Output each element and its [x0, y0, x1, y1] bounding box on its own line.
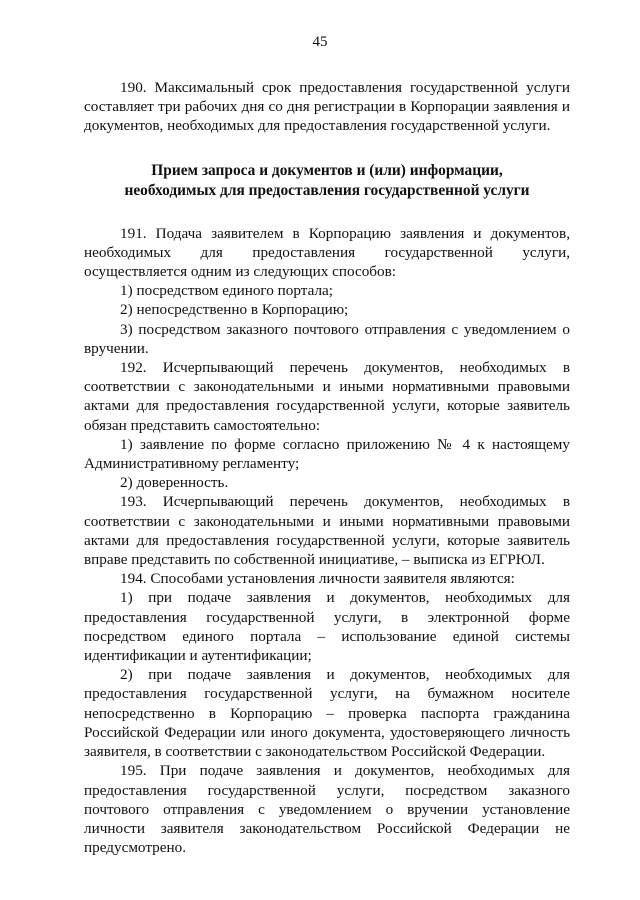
- section-heading: [84, 161, 570, 201]
- paragraph-194: 194. Способами установления личности заявителя являются:: [120, 570, 515, 588]
- section-heading-line-2: необходимых для предоставления государственной услуги: [124, 181, 530, 199]
- section-heading-line-1: Прием запроса и документов и (или) информации,: [151, 161, 503, 179]
- list-item-194-2: 2) при подаче заявления и документов, необходимых для предоставления государственной услуги, на бумажном носителе непосредственно в Корпорацию – проверка паспорта гражданина Российской Федерации или иного документа, удостоверяющего личность заявителя, в соответствии с законодательством Российской Федерации.: [84, 666, 570, 761]
- list-item-192-1: 1) заявление по форме согласно приложению № 4 к настоящему Административному регламенту;: [84, 435, 570, 473]
- document-body: [84, 78, 570, 857]
- list-item-191-1: 1) посредством единого портала;: [120, 282, 334, 300]
- paragraph-190: 190. Максимальный срок предоставления государственной услуги составляет три рабочих дня со дня регистрации в Корпорации заявления и документов, необходимых для предоставления государственной услуги.: [84, 79, 570, 135]
- list-item-192-2: 2) доверенность.: [120, 474, 229, 492]
- page-number: 45: [312, 34, 328, 50]
- list-item-194-1: 1) при подаче заявления и документов, необходимых для предоставления государственной услуги, в электронной форме посредством единого портала – использование единой системы идентификации и аутентификации;: [84, 589, 570, 665]
- list-item-191-3: 3) посредством заказного почтового отправления с уведомлением о вручении.: [84, 320, 570, 357]
- paragraph-193: 193. Исчерпывающий перечень документов, необходимых в соответствии с законодательными и иными нормативными правовыми актами для предоставления государственной услуги, которые заявитель вправе представить по собственной инициативе, – выписка из ЕГРЮЛ.: [84, 493, 570, 569]
- paragraph-191: 191. Подача заявителем в Корпорацию заявления и документов, необходимых для предоставления государственной услуги, осуществляется одним из следующих способов:: [84, 224, 570, 281]
- paragraph-192: 192. Исчерпывающий перечень документов, необходимых в соответствии с законодательными и иными нормативными правовыми актами для предоставления государственной услуги, которые заявитель обязан представить самостоятельно:: [84, 359, 570, 434]
- list-item-191-2: 2) непосредственно в Корпорацию;: [120, 301, 349, 319]
- paragraph-195: 195. При подаче заявления и документов, необходимых для предоставления государственной услуги, посредством заказного почтового отправления с уведомлением о вручении установление личности заявителя законодательством Российской Федерации не предусмотрено.: [84, 762, 570, 857]
